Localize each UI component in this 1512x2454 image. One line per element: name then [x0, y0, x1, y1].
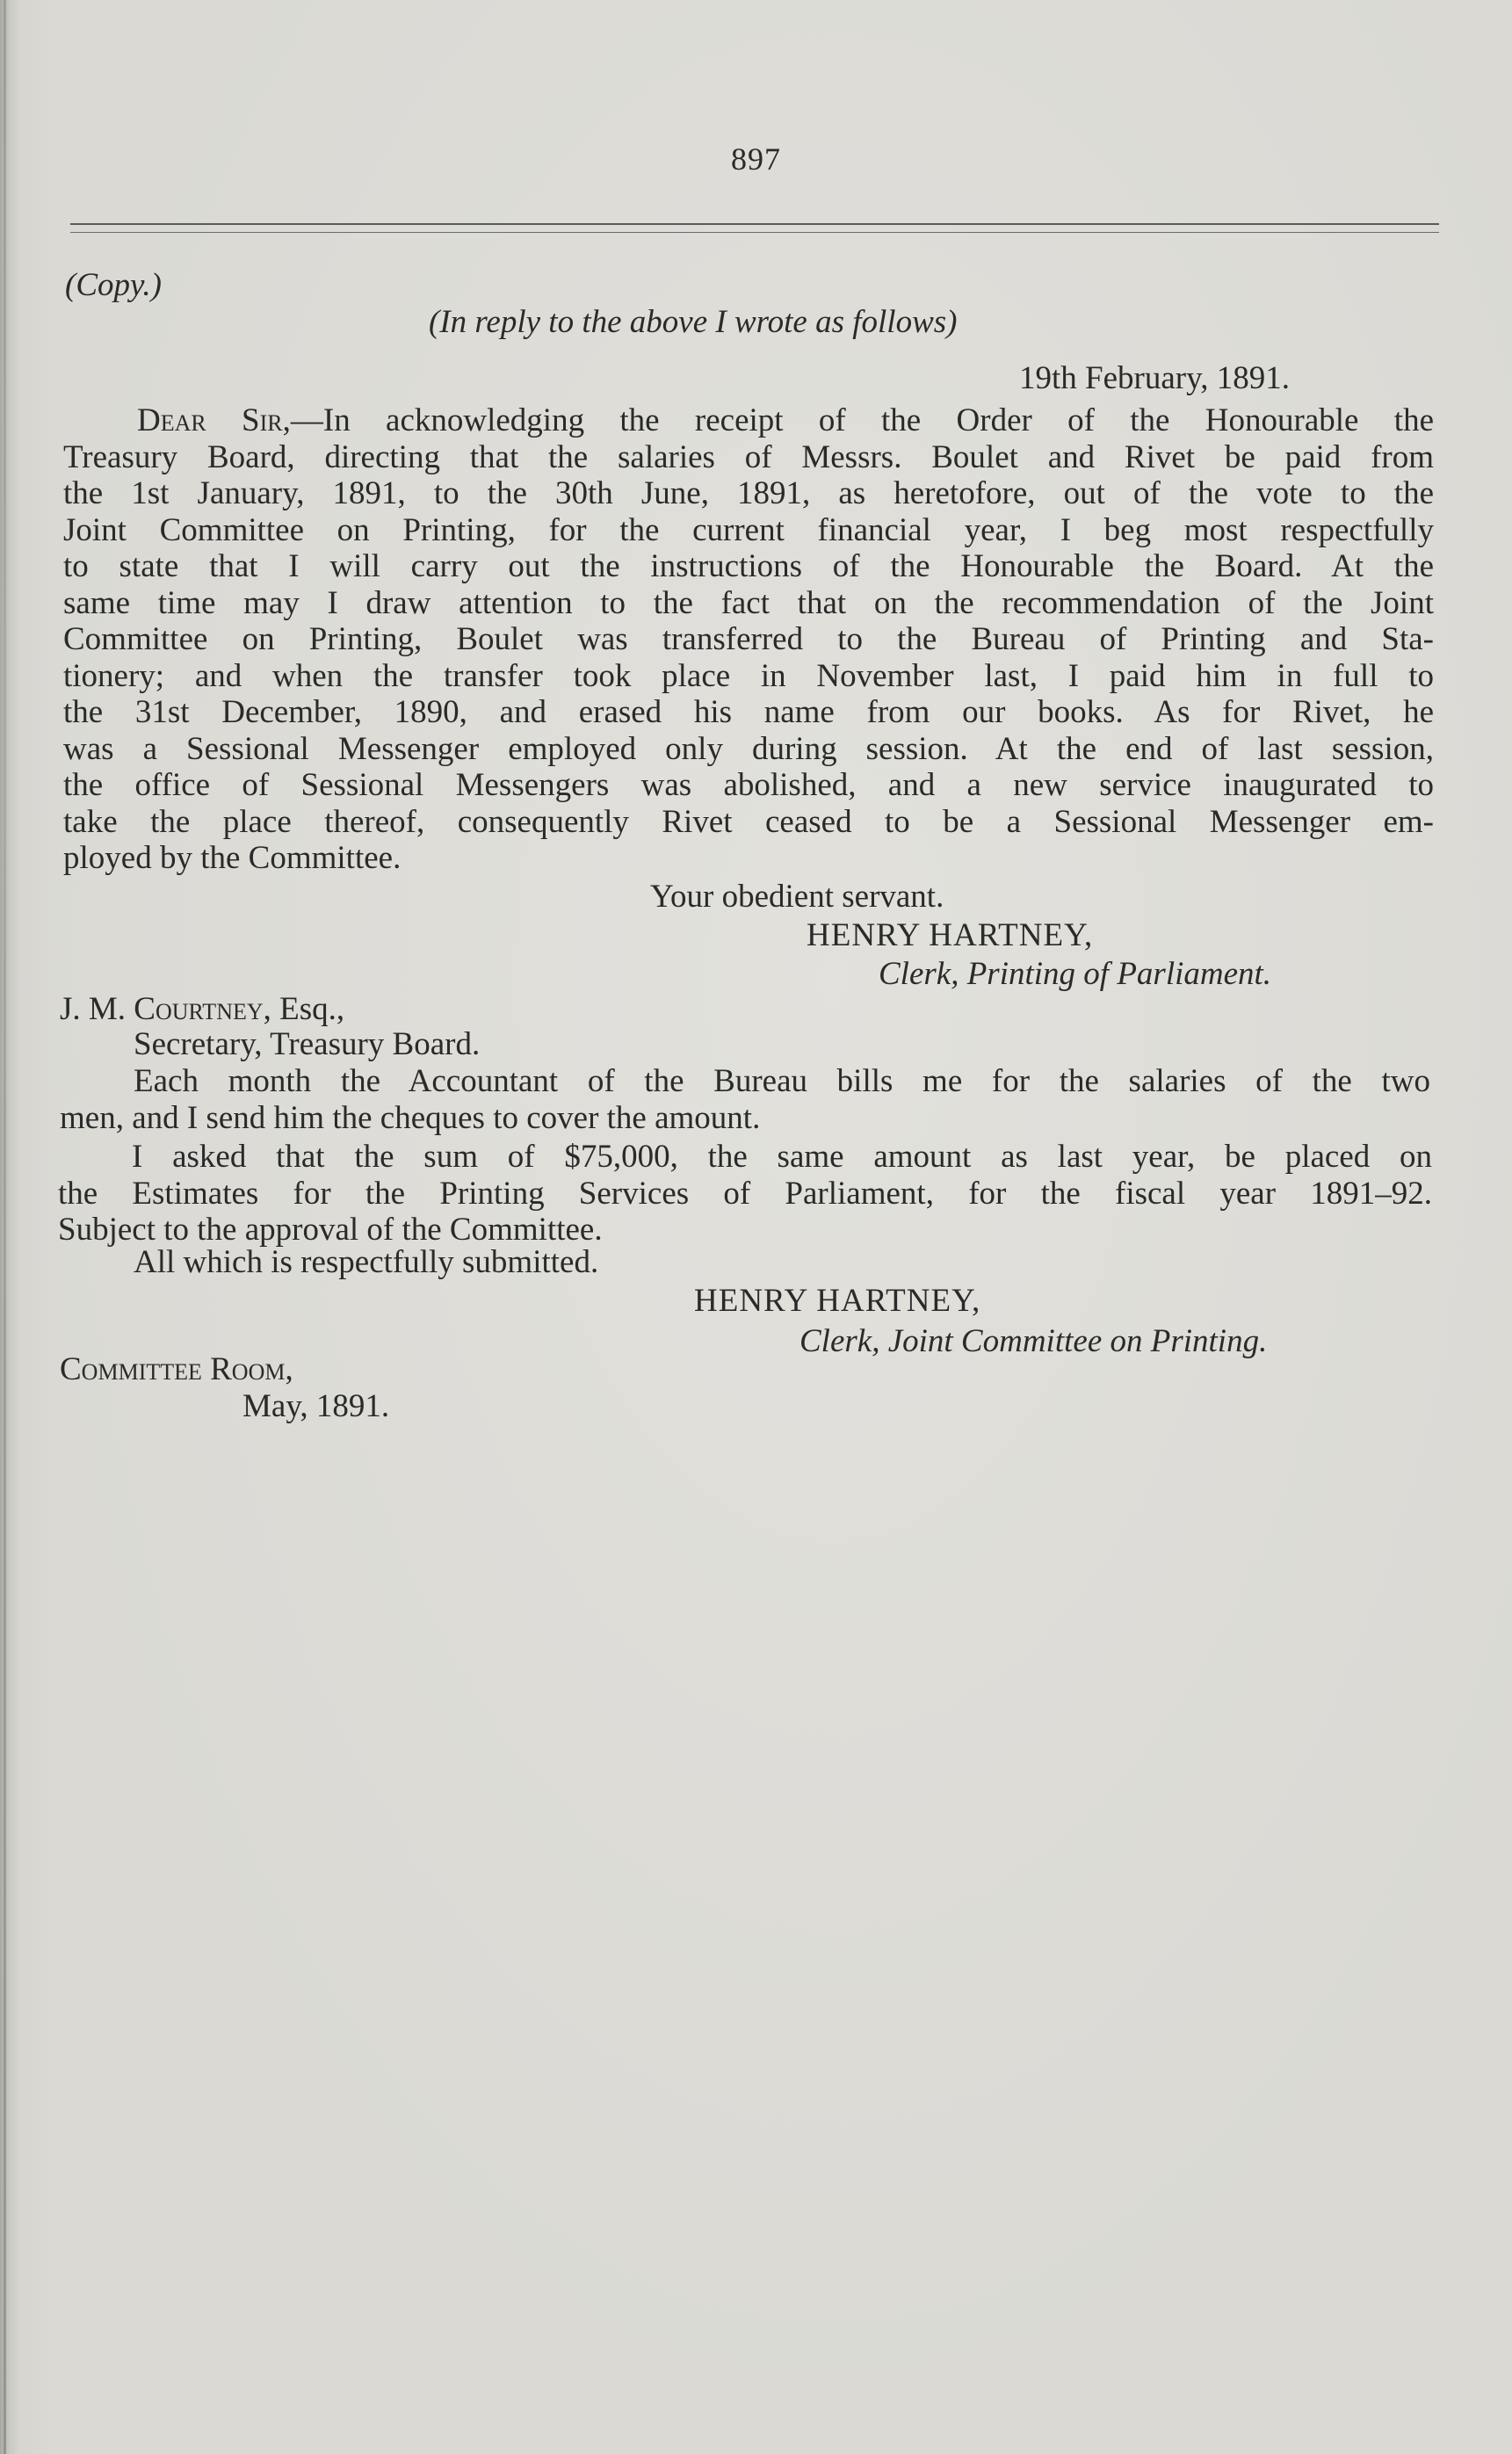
report-closing: All which is respectfully submitted.: [134, 1244, 599, 1280]
letter-line: Treasury Board, directing that the salaries of Messrs. Boulet and Rivet be paid from: [63, 438, 1434, 475]
report-line: I asked that the sum of $75,000, the same amount as last year, be placed on: [132, 1139, 1432, 1175]
letter-line: the 31st December, 1890, and erased his name from our books. As for Rivet, he: [63, 694, 1434, 730]
report-line: men, and I send him the cheques to cover the amount.: [60, 1099, 761, 1136]
report-line: Subject to the approval of the Committee.: [58, 1212, 603, 1248]
addressee-title: Secretary, Treasury Board.: [134, 1026, 481, 1062]
letter-closing: Your obedient servant.: [650, 879, 944, 915]
addressee-name: J. M. Courtney,: [60, 991, 271, 1027]
salutation: Dear Sir,: [137, 402, 291, 438]
report-signature-title: Clerk, Joint Committee on Printing.: [799, 1323, 1268, 1359]
report-paragraph: [60, 1063, 1430, 1136]
letter-line: Committee on Printing, Boulet was transferred to the Bureau of Printing and Sta-: [63, 621, 1434, 657]
letter-line: take the place thereof, consequently Rivet ceased to be a Sessional Messenger em-: [63, 803, 1434, 840]
footer-date: May, 1891.: [242, 1388, 390, 1424]
letter-line: the office of Sessional Messengers was abolished, and a new service inaugurated to: [63, 767, 1434, 803]
header-rule-thin: [70, 232, 1439, 233]
page-number: 897: [731, 141, 781, 177]
letter-line: ployed by the Committee.: [63, 840, 402, 876]
addressee-name-line: [60, 991, 344, 1028]
report-line: the Estimates for the Printing Services of Parliament, for the fiscal year 1891–92.: [58, 1175, 1432, 1212]
report-paragraph: [58, 1139, 1432, 1249]
letter-line: Dear Sir,—In acknowledging the receipt of the Order of the Honourable the: [137, 402, 1434, 438]
report-line: Each month the Accountant of the Bureau bills me for the salaries of the two: [134, 1063, 1430, 1099]
header-rule: [70, 223, 1439, 225]
letter-signature-name: HENRY HARTNEY,: [807, 917, 1094, 953]
letter-line: the 1st January, 1891, to the 30th June, 1891, as heretofore, out of the vote to the: [63, 475, 1434, 511]
letter-line: was a Sessional Messenger employed only during session. At the end of last session,: [63, 730, 1434, 767]
letter-line: Joint Committee on Printing, for the current financial year, I beg most respectfully: [63, 511, 1434, 548]
reply-heading: (In reply to the above I wrote as follows): [429, 304, 958, 340]
letter-line: tionery; and when the transfer took place in November last, I paid him in full to: [63, 657, 1434, 694]
letter-line: same time may I draw attention to the fact that on the recommendation of the Joint: [63, 584, 1434, 621]
letter-body: [63, 402, 1434, 877]
footer-place: Committee Room,: [60, 1351, 293, 1387]
letter-signature-title: Clerk, Printing of Parliament.: [879, 956, 1272, 992]
letter-date: 19th February, 1891.: [1019, 360, 1290, 396]
report-signature-name: HENRY HARTNEY,: [694, 1283, 981, 1319]
copy-label: (Copy.): [65, 267, 162, 303]
binding-edge: [4, 0, 6, 2454]
letter-line: to state that I will carry out the instructions of the Honourable the Board. At the: [63, 548, 1434, 584]
addressee-suffix: Esq.,: [271, 991, 345, 1027]
